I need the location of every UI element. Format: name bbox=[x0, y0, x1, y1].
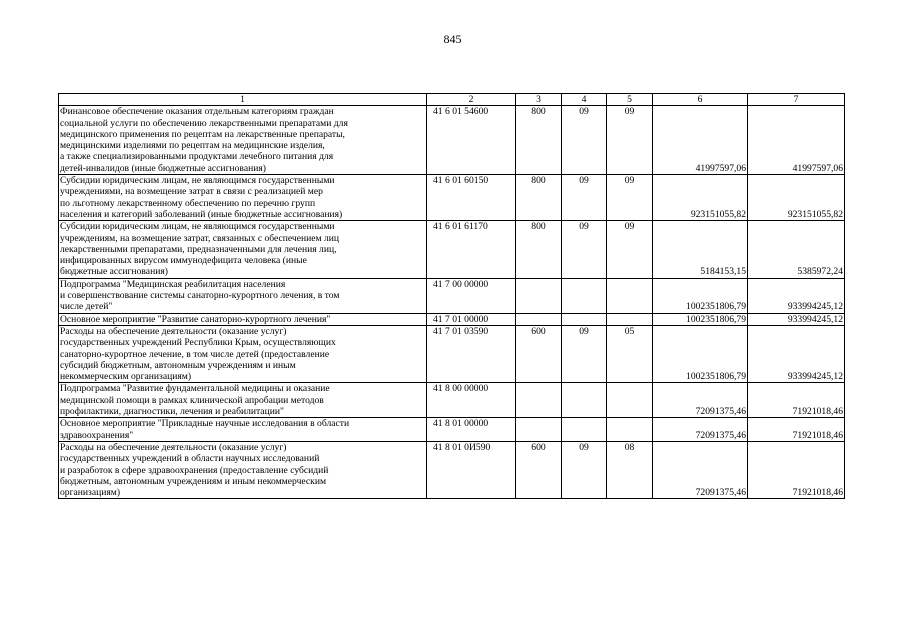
subsection-cell: 09 bbox=[607, 221, 653, 278]
header-col-2: 2 bbox=[427, 94, 516, 106]
subsection-cell: 09 bbox=[607, 175, 653, 221]
expense-name-cell: Финансовое обеспечение оказания отдельным категориям граждан социальной услуги по обеспечению лекарственными препаратами для медицинского применения по рецептам на лекарственные препараты, медицинскими изделиями по рецептам на медицинские изделия, а также специализированными продуктами лечебного питания для детей-инвалидов (иные бюджетные ассигнования) bbox=[59, 106, 427, 175]
table-header-row bbox=[59, 94, 845, 106]
expense-name-cell: Расходы на обеспечение деятельности (оказание услуг) государственных учреждений в области научных исследований и разработок в сфере здравоохранения (предоставление субсидий бюджетным, автономным учреждениям и иным некоммерческим организациям) bbox=[59, 441, 427, 498]
table-row bbox=[59, 383, 845, 418]
subsection-cell: 05 bbox=[607, 325, 653, 382]
amount-year-2-cell: 71921018,46 bbox=[748, 418, 845, 442]
header-col-4: 4 bbox=[562, 94, 607, 106]
amount-year-2-cell: 5385972,24 bbox=[748, 221, 845, 278]
budget-table bbox=[58, 93, 845, 499]
amount-year-1-cell: 1002351806,79 bbox=[653, 313, 748, 325]
expense-name-cell: Подпрограмма "Развитие фундаментальной медицины и оказание медицинской помощи в рамках клинической апробации методов профилактики, диагностики, лечения и реабилитации" bbox=[59, 383, 427, 418]
expense-type-cell bbox=[516, 418, 562, 442]
amount-year-1-cell: 72091375,46 bbox=[653, 441, 748, 498]
expense-name-cell: Основное мероприятие "Развитие санаторно-курортного лечения" bbox=[59, 313, 427, 325]
table-row bbox=[59, 106, 845, 175]
amount-year-2-cell: 933994245,12 bbox=[748, 313, 845, 325]
section-cell bbox=[562, 383, 607, 418]
expense-type-cell: 800 bbox=[516, 175, 562, 221]
expense-name-cell: Субсидии юридическим лицам, не являющимся государственными учреждениями, на возмещение затрат в связи с реализацией мер по льготному лекарственному обеспечению по перечню групп населения и категорий заболеваний (иные бюджетные ассигнования) bbox=[59, 175, 427, 221]
amount-year-1-cell: 5184153,15 bbox=[653, 221, 748, 278]
expense-type-cell: 800 bbox=[516, 106, 562, 175]
amount-year-2-cell: 933994245,12 bbox=[748, 325, 845, 382]
page-number: 845 bbox=[443, 32, 462, 46]
subsection-cell bbox=[607, 278, 653, 313]
target-article-code-cell: 41 6 01 61170 bbox=[427, 221, 516, 278]
subsection-cell: 08 bbox=[607, 441, 653, 498]
subsection-cell: 09 bbox=[607, 106, 653, 175]
target-article-code-cell: 41 8 00 00000 bbox=[427, 383, 516, 418]
target-article-code-cell: 41 7 00 00000 bbox=[427, 278, 516, 313]
expense-name-cell: Основное мероприятие "Прикладные научные исследования в области здравоохранения" bbox=[59, 418, 427, 442]
header-col-7: 7 bbox=[748, 94, 845, 106]
amount-year-1-cell: 41997597,06 bbox=[653, 106, 748, 175]
subsection-cell bbox=[607, 383, 653, 418]
target-article-code-cell: 41 6 01 60150 bbox=[427, 175, 516, 221]
amount-year-2-cell: 71921018,46 bbox=[748, 441, 845, 498]
amount-year-2-cell: 923151055,82 bbox=[748, 175, 845, 221]
subsection-cell bbox=[607, 313, 653, 325]
section-cell: 09 bbox=[562, 175, 607, 221]
header-col-6: 6 bbox=[653, 94, 748, 106]
table-row bbox=[59, 418, 845, 442]
expense-type-cell bbox=[516, 313, 562, 325]
expense-type-cell bbox=[516, 278, 562, 313]
expense-name-cell: Расходы на обеспечение деятельности (оказание услуг) государственных учреждений Республики Крым, осуществляющих санаторно-курортное лечение, в том числе детей (предоставление субсидий бюджетным, автономным учреждениям и иным некоммерческим организациям) bbox=[59, 325, 427, 382]
target-article-code-cell: 41 7 01 00000 bbox=[427, 313, 516, 325]
amount-year-1-cell: 1002351806,79 bbox=[653, 325, 748, 382]
amount-year-2-cell: 933994245,12 bbox=[748, 278, 845, 313]
target-article-code-cell: 41 8 01 00000 bbox=[427, 418, 516, 442]
section-cell: 09 bbox=[562, 106, 607, 175]
target-article-code-cell: 41 7 01 03590 bbox=[427, 325, 516, 382]
section-cell: 09 bbox=[562, 441, 607, 498]
section-cell bbox=[562, 313, 607, 325]
expense-type-cell: 800 bbox=[516, 221, 562, 278]
expense-name-cell: Субсидии юридическим лицам, не являющимся государственными учреждениям, на возмещение затрат, связанных с обеспечением лиц лекарственными препаратами, предназначенными для лечения лиц, инфицированных вирусом иммунодефицита человека (иные бюджетные ассигнования) bbox=[59, 221, 427, 278]
header-col-1: 1 bbox=[59, 94, 427, 106]
subsection-cell bbox=[607, 418, 653, 442]
table-row bbox=[59, 175, 845, 221]
section-cell bbox=[562, 418, 607, 442]
target-article-code-cell: 41 6 01 54600 bbox=[427, 106, 516, 175]
header-col-5: 5 bbox=[607, 94, 653, 106]
amount-year-1-cell: 1002351806,79 bbox=[653, 278, 748, 313]
amount-year-2-cell: 41997597,06 bbox=[748, 106, 845, 175]
table-row bbox=[59, 278, 845, 313]
expense-name-cell: Подпрограмма "Медицинская реабилитация населения и совершенствование системы санаторно-курортного лечения, в том числе детей" bbox=[59, 278, 427, 313]
amount-year-1-cell: 72091375,46 bbox=[653, 383, 748, 418]
amount-year-1-cell: 72091375,46 bbox=[653, 418, 748, 442]
target-article-code-cell: 41 8 01 0И590 bbox=[427, 441, 516, 498]
section-cell: 09 bbox=[562, 221, 607, 278]
expense-type-cell bbox=[516, 383, 562, 418]
table-row bbox=[59, 441, 845, 498]
table-row bbox=[59, 313, 845, 325]
table-row bbox=[59, 221, 845, 278]
expense-type-cell: 600 bbox=[516, 325, 562, 382]
expense-type-cell: 600 bbox=[516, 441, 562, 498]
table-row bbox=[59, 325, 845, 382]
amount-year-1-cell: 923151055,82 bbox=[653, 175, 748, 221]
amount-year-2-cell: 71921018,46 bbox=[748, 383, 845, 418]
header-col-3: 3 bbox=[516, 94, 562, 106]
section-cell: 09 bbox=[562, 325, 607, 382]
section-cell bbox=[562, 278, 607, 313]
